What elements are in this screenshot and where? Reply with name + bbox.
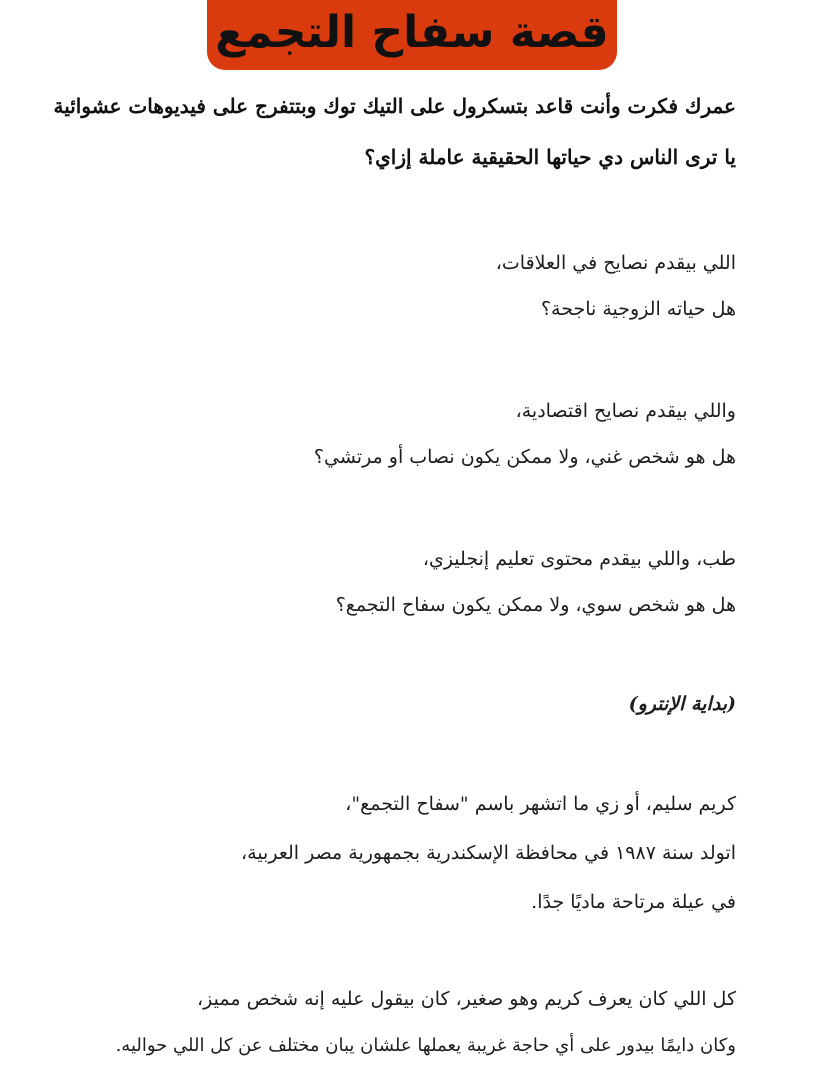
section-heading: (بداية الإنترو) — [628, 693, 736, 715]
story-line: كريم سليم، أو زي ما اتشهر باسم "سفاح التجمع"، — [345, 793, 736, 815]
intro-line-2: يا ترى الناس دي حياتها الحقيقية عاملة إزاي؟ — [364, 145, 736, 169]
story-line: في عيلة مرتاحة ماديًا جدًا. — [531, 891, 736, 913]
title-banner — [207, 0, 617, 70]
story-line: اتولد سنة ١٩٨٧ في محافظة الإسكندرية بجمهورية مصر العربية، — [241, 842, 736, 864]
story-line: كل اللي كان يعرف كريم وهو صغير، كان بيقول عليه إنه شخص مميز، — [197, 988, 736, 1010]
intro-line-1: عمرك فكرت وأنت قاعد بتسكرول على التيك توك وبتتفرج على فيديوهات عشوائية — [53, 94, 736, 118]
banner-title: قصة سفاح التجمع — [215, 7, 609, 58]
question-line: هل حياته الزوجية ناجحة؟ — [540, 298, 736, 320]
question-line: واللي بيقدم نصايح اقتصادية، — [515, 400, 736, 422]
story-line: وكان دايمًا بيدور على أي حاجة غريبة يعملها علشان يبان مختلف عن كل اللي حواليه. — [115, 1035, 736, 1056]
question-line: طب، واللي بيقدم محتوى تعليم إنجليزي، — [422, 548, 736, 570]
question-line: هل هو شخص سوي، ولا ممكن يكون سفاح التجمع؟ — [335, 594, 736, 616]
question-line: اللي بيقدم نصايح في العلاقات، — [495, 252, 736, 274]
question-line: هل هو شخص غني، ولا ممكن يكون نصاب أو مرتشي؟ — [313, 446, 736, 468]
